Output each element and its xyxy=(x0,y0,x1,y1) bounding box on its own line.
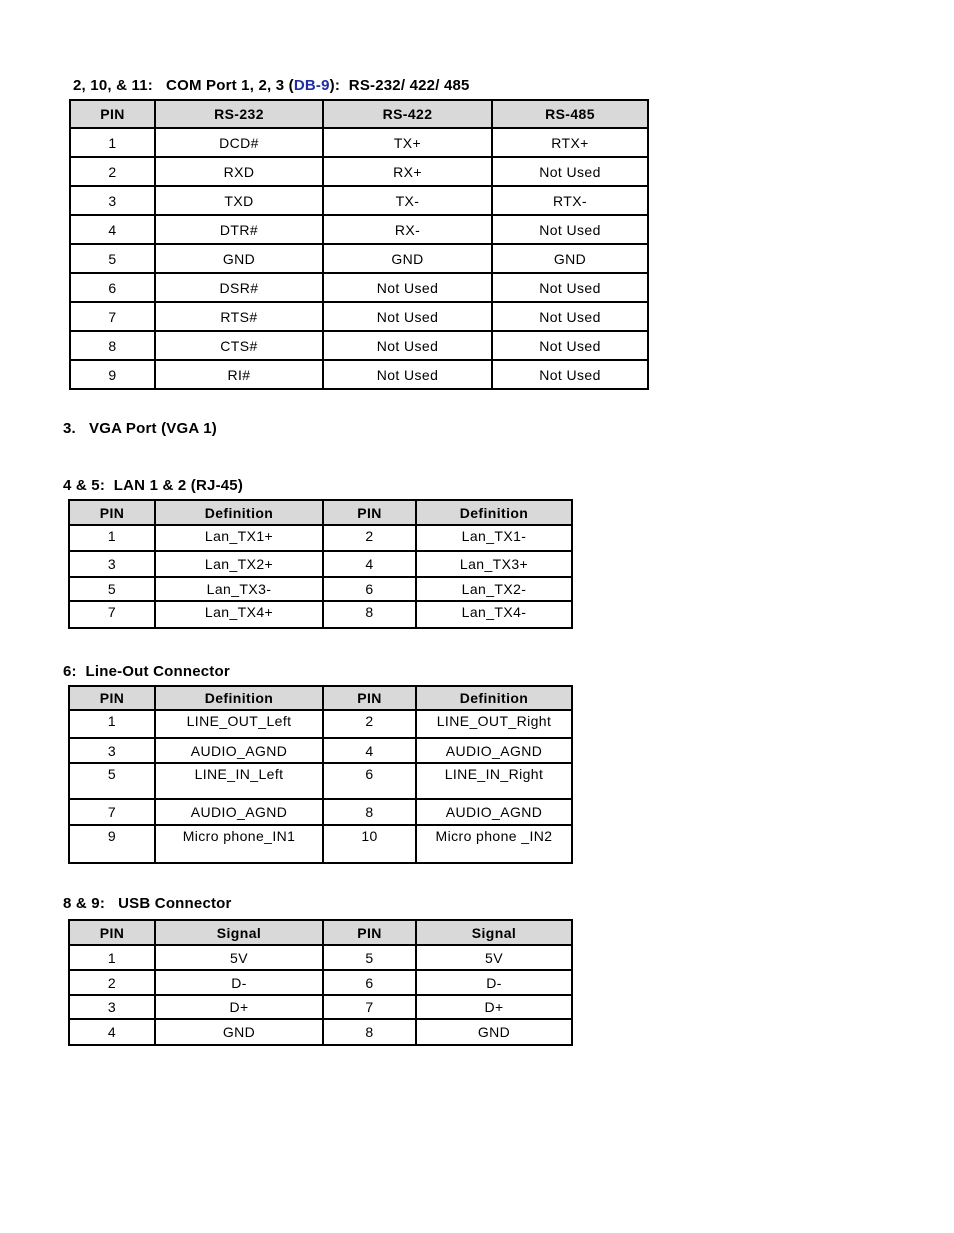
definition-cell: Lan_TX2+ xyxy=(155,551,323,577)
signal-cell: 5V xyxy=(416,945,572,970)
pin-cell: 5 xyxy=(323,945,416,970)
rs485-cell: Not Used xyxy=(492,215,648,244)
pin-cell: 6 xyxy=(323,577,416,601)
column-header: RS-485 xyxy=(492,100,648,128)
com-heading-prefix: 2, 10, & 11: COM Port 1, 2, 3 ( xyxy=(73,77,294,94)
table-row xyxy=(69,763,572,799)
table-row xyxy=(69,1019,572,1045)
table-row xyxy=(70,128,648,157)
table-row xyxy=(69,738,572,763)
column-header: PIN xyxy=(69,920,155,945)
column-header: PIN xyxy=(69,500,155,525)
table-row xyxy=(70,186,648,215)
rs422-cell: Not Used xyxy=(323,331,492,360)
column-header: PIN xyxy=(69,686,155,710)
definition-cell: Lan_TX4- xyxy=(416,601,572,628)
column-header: PIN xyxy=(323,920,416,945)
definition-cell: AUDIO_AGND xyxy=(155,738,323,763)
rs422-cell: TX+ xyxy=(323,128,492,157)
pin-cell: 4 xyxy=(69,1019,155,1045)
rs232-cell: DTR# xyxy=(155,215,323,244)
column-header: RS-422 xyxy=(323,100,492,128)
pin-cell: 7 xyxy=(69,601,155,628)
table-row xyxy=(69,825,572,863)
table-row xyxy=(69,551,572,577)
definition-cell: Lan_TX1+ xyxy=(155,525,323,551)
pin-cell: 5 xyxy=(69,763,155,799)
lan-table xyxy=(68,499,573,629)
rs485-cell: RTX+ xyxy=(492,128,648,157)
definition-cell: Lan_TX3+ xyxy=(416,551,572,577)
pin-cell: 7 xyxy=(69,799,155,825)
rs422-cell: RX+ xyxy=(323,157,492,186)
signal-cell: D+ xyxy=(155,995,323,1019)
definition-cell: Lan_TX4+ xyxy=(155,601,323,628)
column-header: PIN xyxy=(323,686,416,710)
rs232-cell: CTS# xyxy=(155,331,323,360)
signal-cell: GND xyxy=(155,1019,323,1045)
signal-cell: D- xyxy=(416,970,572,995)
pin-cell: 3 xyxy=(69,995,155,1019)
pin-cell: 8 xyxy=(323,601,416,628)
signal-cell: D+ xyxy=(416,995,572,1019)
pin-cell: 3 xyxy=(69,551,155,577)
rs485-cell: Not Used xyxy=(492,273,648,302)
table-row xyxy=(69,995,572,1019)
table-row xyxy=(70,157,648,186)
column-header: Signal xyxy=(416,920,572,945)
rs485-cell: RTX- xyxy=(492,186,648,215)
definition-cell: Lan_TX1- xyxy=(416,525,572,551)
rs232-cell: RXD xyxy=(155,157,323,186)
pin-cell: 1 xyxy=(70,128,155,157)
com-heading-suffix: ): RS-232/ 422/ 485 xyxy=(329,77,470,94)
pin-cell: 2 xyxy=(323,525,416,551)
pin-cell: 2 xyxy=(323,710,416,738)
pin-cell: 1 xyxy=(69,710,155,738)
rs232-cell: DSR# xyxy=(155,273,323,302)
column-header: Definition xyxy=(155,686,323,710)
rs422-cell: Not Used xyxy=(323,360,492,389)
pin-cell: 4 xyxy=(70,215,155,244)
rs422-cell: GND xyxy=(323,244,492,273)
pin-cell: 8 xyxy=(70,331,155,360)
column-header: PIN xyxy=(70,100,155,128)
definition-cell: Lan_TX2- xyxy=(416,577,572,601)
pin-cell: 8 xyxy=(323,1019,416,1045)
pin-cell: 5 xyxy=(69,577,155,601)
usb-heading: 8 & 9: USB Connector xyxy=(63,895,232,912)
definition-cell: LINE_IN_Left xyxy=(155,763,323,799)
rs422-cell: TX- xyxy=(323,186,492,215)
definition-cell: AUDIO_AGND xyxy=(155,799,323,825)
rs422-cell: RX- xyxy=(323,215,492,244)
rs232-cell: RI# xyxy=(155,360,323,389)
rs232-cell: GND xyxy=(155,244,323,273)
definition-cell: LINE_OUT_Left xyxy=(155,710,323,738)
pin-cell: 9 xyxy=(69,825,155,863)
pin-cell: 1 xyxy=(69,945,155,970)
definition-cell: Lan_TX3- xyxy=(155,577,323,601)
column-header: Definition xyxy=(155,500,323,525)
table-row xyxy=(70,244,648,273)
pin-cell: 6 xyxy=(323,763,416,799)
rs232-cell: DCD# xyxy=(155,128,323,157)
column-header: Definition xyxy=(416,686,572,710)
pin-cell: 10 xyxy=(323,825,416,863)
table-row xyxy=(69,601,572,628)
rs232-cell: RTS# xyxy=(155,302,323,331)
pin-cell: 5 xyxy=(70,244,155,273)
pin-cell: 7 xyxy=(323,995,416,1019)
definition-cell: Micro phone _IN2 xyxy=(416,825,572,863)
rs422-cell: Not Used xyxy=(323,273,492,302)
pin-cell: 6 xyxy=(70,273,155,302)
definition-cell: LINE_OUT_Right xyxy=(416,710,572,738)
definition-cell: AUDIO_AGND xyxy=(416,738,572,763)
table-row xyxy=(70,302,648,331)
vga-port-heading: 3. VGA Port (VGA 1) xyxy=(63,420,217,437)
pin-cell: 2 xyxy=(69,970,155,995)
signal-cell: GND xyxy=(416,1019,572,1045)
com-port-heading xyxy=(73,77,470,94)
pin-cell: 9 xyxy=(70,360,155,389)
definition-cell: AUDIO_AGND xyxy=(416,799,572,825)
rs485-cell: GND xyxy=(492,244,648,273)
table-row xyxy=(70,215,648,244)
rs485-cell: Not Used xyxy=(492,331,648,360)
pin-cell: 4 xyxy=(323,738,416,763)
line-out-heading: 6: Line-Out Connector xyxy=(63,663,230,680)
rs485-cell: Not Used xyxy=(492,157,648,186)
signal-cell: D- xyxy=(155,970,323,995)
db9-link[interactable]: DB-9 xyxy=(293,77,330,94)
rs232-cell: TXD xyxy=(155,186,323,215)
pin-cell: 6 xyxy=(323,970,416,995)
column-header: RS-232 xyxy=(155,100,323,128)
column-header: Signal xyxy=(155,920,323,945)
usb-table xyxy=(68,919,573,1046)
column-header: Definition xyxy=(416,500,572,525)
pin-cell: 3 xyxy=(69,738,155,763)
com-port-table xyxy=(69,99,649,390)
table-row xyxy=(69,799,572,825)
table-row xyxy=(70,273,648,302)
definition-cell: LINE_IN_Right xyxy=(416,763,572,799)
rs485-cell: Not Used xyxy=(492,360,648,389)
definition-cell: Micro phone_IN1 xyxy=(155,825,323,863)
column-header: PIN xyxy=(323,500,416,525)
rs422-cell: Not Used xyxy=(323,302,492,331)
lan-heading: 4 & 5: LAN 1 & 2 (RJ-45) xyxy=(63,477,244,494)
table-row xyxy=(69,970,572,995)
pin-cell: 8 xyxy=(323,799,416,825)
pin-cell: 2 xyxy=(70,157,155,186)
table-row xyxy=(69,525,572,551)
signal-cell: 5V xyxy=(155,945,323,970)
pin-cell: 1 xyxy=(69,525,155,551)
pin-cell: 7 xyxy=(70,302,155,331)
table-row xyxy=(69,577,572,601)
table-row xyxy=(69,945,572,970)
line-out-table xyxy=(68,685,573,864)
table-row xyxy=(70,360,648,389)
table-row xyxy=(70,331,648,360)
pin-cell: 3 xyxy=(70,186,155,215)
pin-cell: 4 xyxy=(323,551,416,577)
rs485-cell: Not Used xyxy=(492,302,648,331)
table-row xyxy=(69,710,572,738)
